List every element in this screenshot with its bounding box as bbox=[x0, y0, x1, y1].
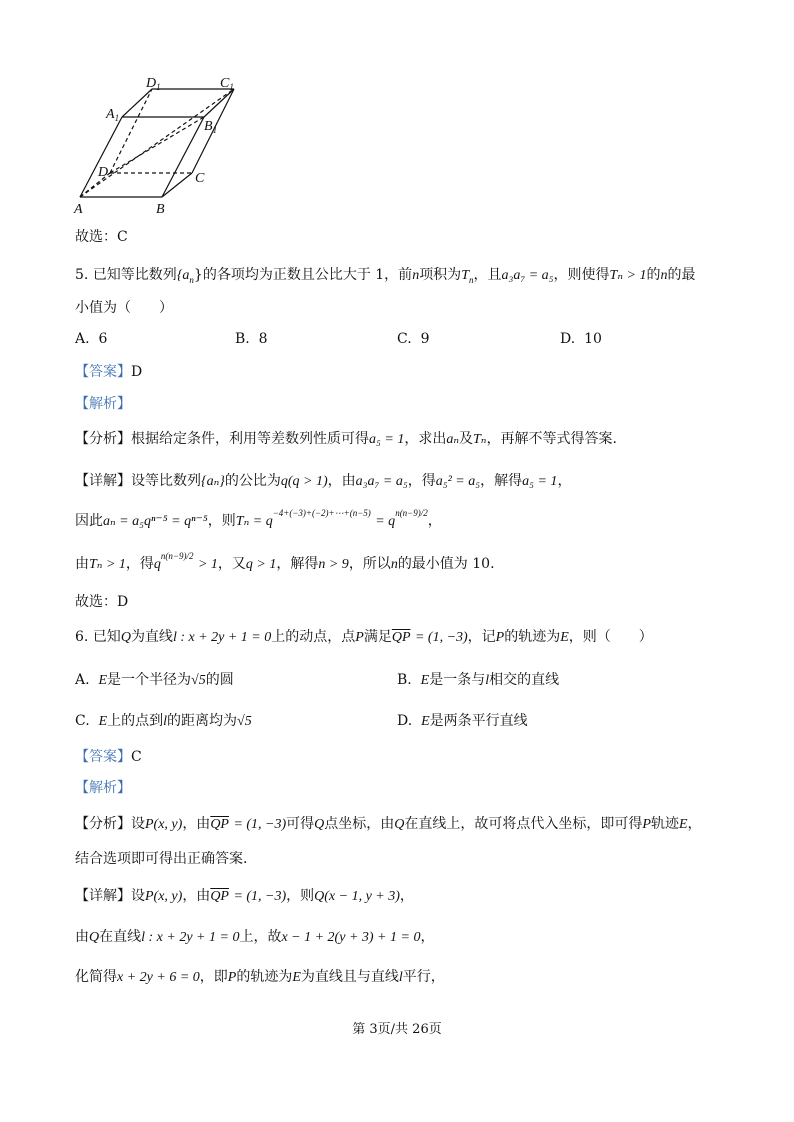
q5-xiangjie-line2: 因此aₙ = a₅qⁿ⁻⁵ = qⁿ⁻⁵，则$T_n = q^{-4+(-3)+(-2)+\cdots+(n-5)} = q^{n(n-9)/2}$， bbox=[75, 508, 442, 529]
q6-option-d: D. E是两条平行直线 bbox=[397, 713, 528, 729]
q5-answer: 【答案】D bbox=[75, 364, 143, 380]
q6-xiangjie-line3: 化简得x + 2y + 6 = 0，即P的轨迹为E为直线且与直线l平行， bbox=[75, 969, 445, 985]
q6-answer: 【答案】C bbox=[75, 749, 142, 765]
diagonal-AC1 bbox=[80, 89, 234, 197]
q5-choice: 故选：D bbox=[75, 594, 129, 610]
q5-option-a: A. 6 bbox=[75, 331, 108, 347]
edge-AA1 bbox=[80, 117, 122, 197]
label-A1: $A_1$ bbox=[106, 107, 120, 123]
q5-analysis-tag: 【解析】 bbox=[75, 396, 131, 412]
label-A: A bbox=[74, 202, 83, 217]
q6-xiangjie-line1: 【详解】设P(x, y)，由$\overline{QP} = (1$, −3)，则Q(x − 1, y + 3)， bbox=[75, 888, 414, 904]
edge-A1D1 bbox=[122, 89, 152, 117]
q5-xiangjie-line1: 【详解】设等比数列{aₙ}的公比为q(q > 1)，由a₃a₇ = a₅，得a₅² = a₅，解得a₅ = 1， bbox=[75, 473, 572, 489]
q5-option-b: B. 8 bbox=[235, 331, 268, 347]
label-C1: $C_1$ bbox=[220, 76, 234, 92]
page-footer: 第 3页/共 26页 bbox=[352, 1022, 442, 1037]
q6-option-c: C. E上的点到l的距离均为√5 bbox=[75, 713, 252, 729]
label-B1: $B_1$ bbox=[204, 119, 218, 135]
label-C: C bbox=[195, 171, 205, 186]
q5-stem-line2: 小值为（ ） bbox=[75, 300, 173, 316]
q6-option-b: B. E是一条与l相交的直线 bbox=[397, 672, 560, 688]
q6-fenxi-line1: 【分析】设P(x, y)，由$\overline{QP} = (1$, −3)可得Q点坐标，由Q在直线上，故可将点代入坐标，即可得P轨迹E， bbox=[75, 816, 702, 832]
q5-stem-line1: 5. 已知等比数列$\{a_n\}$的各项均为正数且公比大于 1，前n项积为$T_n$，且a₃a₇ = a₅，则使得Tₙ > 1的n的最 bbox=[75, 267, 696, 285]
label-D: D bbox=[98, 165, 109, 180]
q6-stem: 6. 已知Q为直线l : x + 2y + 1 = 0上的动点，点P满足$\overline{QP} = (1$, −3)，记P的轨迹为E，则（ ） bbox=[75, 629, 653, 645]
q5-option-c: C. 9 bbox=[397, 331, 430, 347]
q6-xiangjie-line2: 由Q在直线l : x + 2y + 1 = 0上，故x − 1 + 2(y + 3) + 1 = 0， bbox=[75, 929, 435, 945]
parallelepiped-figure bbox=[70, 75, 250, 220]
q5-xiangjie-line3: 由Tₙ > 1，得$q^{n(n-9)/2} > 1$，又q > 1，解得n > 9，所以n的最小值为 10. bbox=[75, 551, 495, 572]
q5-option-d: D. 10 bbox=[560, 331, 602, 347]
edge-B1C1 bbox=[204, 89, 234, 117]
edge-BC bbox=[162, 173, 192, 197]
q6-option-a: A. E是一个半径为√5的圆 bbox=[75, 672, 234, 688]
label-B: B bbox=[156, 202, 165, 217]
q5-fenxi: 【分析】根据给定条件，利用等差数列性质可得a₅ = 1，求出aₙ及Tₙ，再解不等式得答案. bbox=[75, 431, 617, 447]
label-D1: $D_1$ bbox=[146, 76, 161, 92]
q6-analysis-tag: 【解析】 bbox=[75, 780, 131, 796]
sol4-choice: 故选：C bbox=[75, 229, 128, 245]
q6-fenxi-line2: 结合选项即可得出正确答案. bbox=[75, 851, 248, 867]
